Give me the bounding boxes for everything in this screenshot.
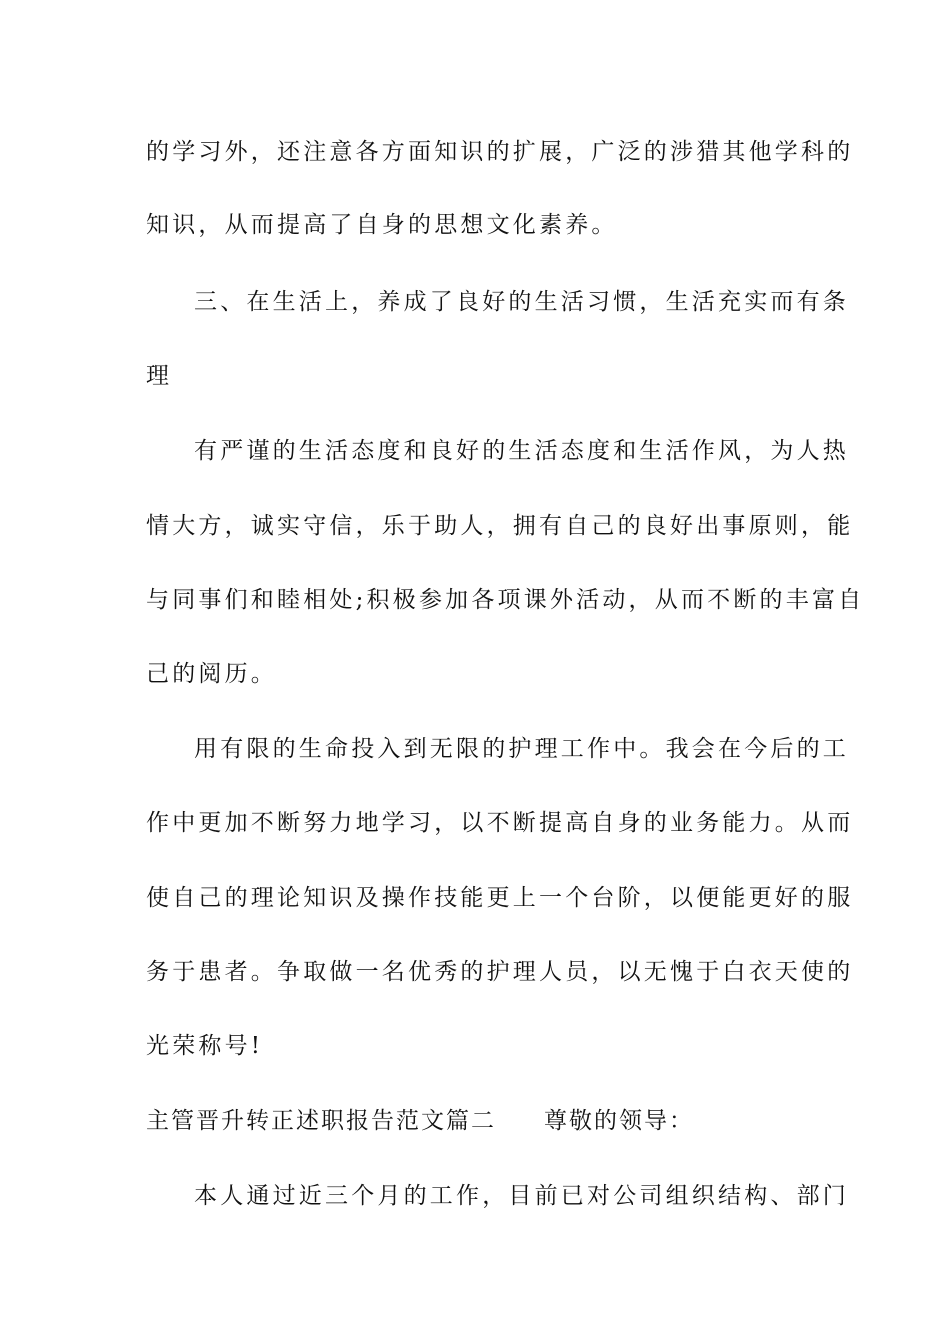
salutation: 尊敬的领导： [544, 1108, 694, 1134]
text-line: 作中更加不断努力地学习，以不断提高自身的业务能力。从而 [146, 810, 854, 836]
section-heading: 三、在生活上，养成了良好的生活习惯，生活充实而有条 [194, 289, 849, 315]
text-line: 与同事们和睦相处;积极参加各项课外活动，从而不断的丰富自 [146, 587, 865, 613]
article-title: 主管晋升转正述职报告范文篇二 [146, 1108, 496, 1134]
text-line: 使自己的理论知识及操作技能更上一个台阶，以便能更好的服 [146, 885, 854, 911]
text-line: 理 [146, 363, 173, 389]
text-line: 光荣称号! [146, 1033, 264, 1059]
text-line: 的学习外，还注意各方面知识的扩展，广泛的涉猎其他学科的 [146, 139, 854, 165]
text-line: 情大方，诚实守信，乐于助人，拥有自己的良好出事原则，能 [146, 513, 854, 539]
text-line: 务于患者。争取做一名优秀的护理人员，以无愧于白衣天使的 [146, 959, 854, 985]
paragraph-first-line: 有严谨的生活态度和良好的生活态度和生活作风，为人热 [194, 438, 849, 464]
text-line: 己的阅历。 [146, 661, 277, 687]
article-heading [146, 1106, 806, 1136]
paragraph-first-line: 本人通过近三个月的工作，目前已对公司组织结构、部门 [194, 1183, 849, 1209]
paragraph-first-line: 用有限的生命投入到无限的护理工作中。我会在今后的工 [194, 736, 849, 762]
text-line: 知识，从而提高了自身的思想文化素养。 [146, 212, 618, 238]
